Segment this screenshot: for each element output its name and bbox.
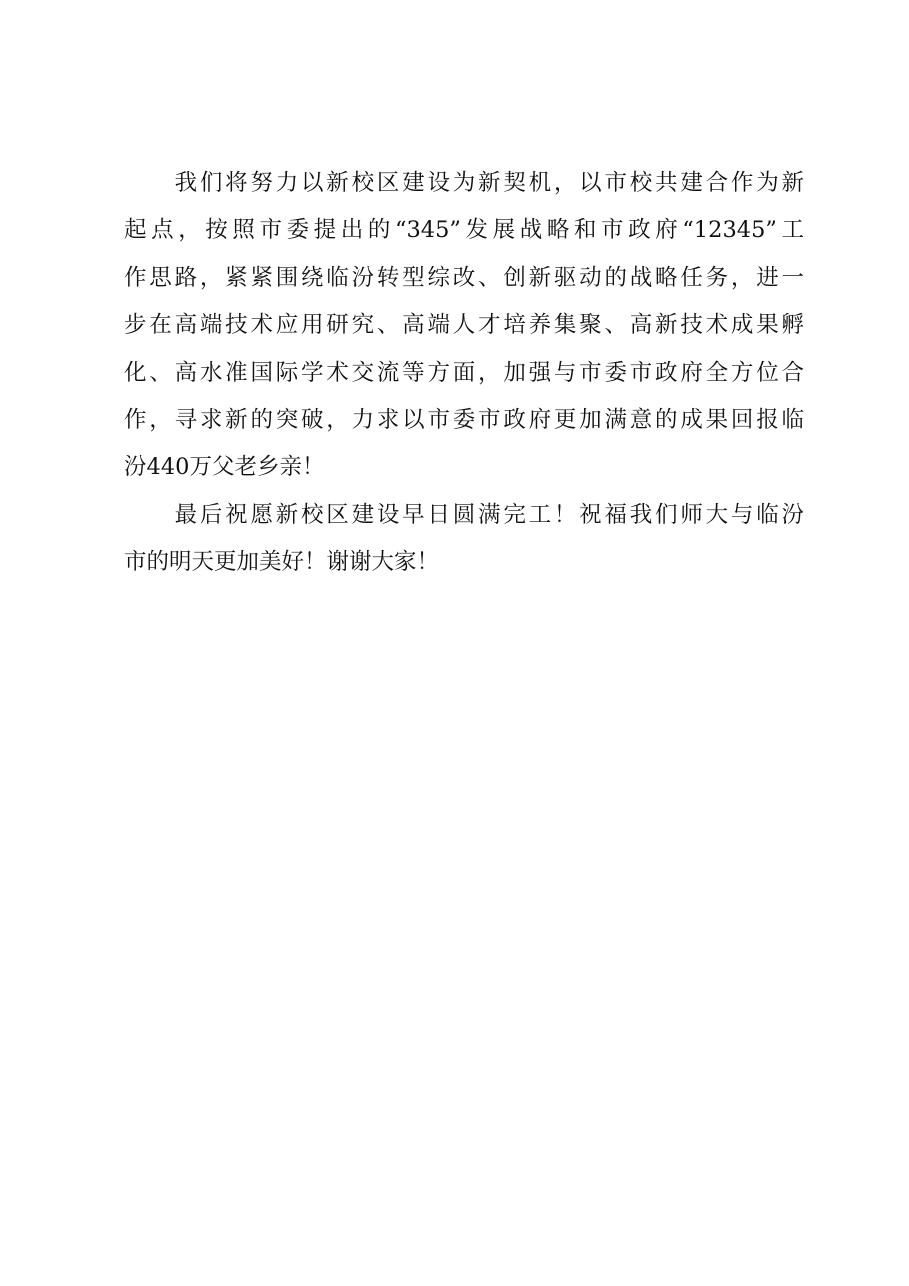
paragraph-line: 市的明天更加美好！谢谢大家！: [124, 549, 440, 576]
paragraph-line: 最后祝愿新校区建设早日圆满完工！祝福我们师大与临汾: [124, 501, 804, 528]
paragraph-line: 步在高端技术应用研究、高端人才培养集聚、高新技术成果孵: [124, 312, 804, 339]
paragraph-1: [124, 160, 804, 492]
paragraph-line: 起点，按照市委提出的“345”发展战略和市政府“12345”工: [124, 217, 804, 244]
paragraph-line: 作思路，紧紧围绕临汾转型综改、创新驱动的战略任务，进一: [124, 264, 804, 291]
paragraph-line: 作，寻求新的突破，力求以市委市政府更加满意的成果回报临: [124, 406, 804, 433]
paragraph-2: [124, 492, 804, 587]
paragraph-line: 化、高水准国际学术交流等方面，加强与市委市政府全方位合: [124, 359, 804, 386]
paragraph-line: 我们将努力以新校区建设为新契机，以市校共建合作为新: [124, 170, 804, 196]
paragraph-line: 汾440万父老乡亲！: [124, 454, 325, 481]
document-body: [124, 160, 804, 587]
